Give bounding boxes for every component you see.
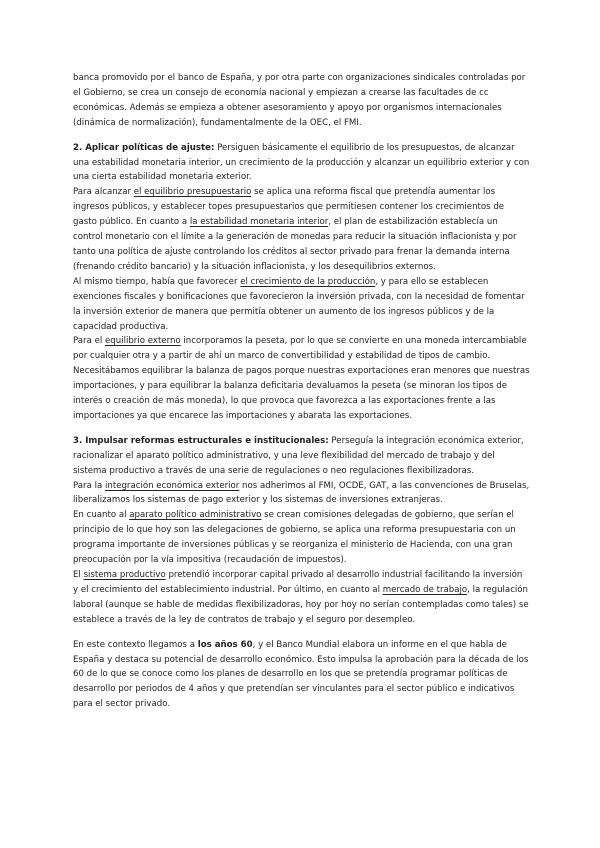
text-run: nos adherimos al FMI, OCDE, GAT, a las convenciones de Bruselas, liberalizamos los sistemas de pago exterior y los sistemas de inversiones extranjeras. <box>73 480 530 506</box>
text-run: , y el Banco Mundial elabora un informe en el que habla de España y destaca su potencial de desarrollo económico. Esto impulsa la aprobación para la década de los 60 de lo que se conoce como los planes de desarrollo en los que se pretendía programar políticas de desarrollo por periodos de 4 años y que pretendían ser vinculantes para el sector público e indicativos para el sector privado. <box>73 639 529 710</box>
section-3-lead: Perseguía la integración económica exterior, racionalizar el aparato político administrativo, y una leve flexibilidad del mercado de trabajo y del sistema productivo a través de una serie de regulaciones o neo regulaciones flexibilizadoras. <box>73 435 524 476</box>
term-crecimiento-produccion: el crecimiento de la producción <box>240 276 376 287</box>
intro-paragraph <box>73 71 530 131</box>
section-3 <box>73 434 530 628</box>
closing-text <box>73 638 530 713</box>
section-2-heading: 2. Aplicar políticas de ajuste: <box>73 142 215 153</box>
text-run: se aplica una reforma fiscal que pretendía aumentar los ingresos públicos, y establecer topes presupuestarios que permitiesen contener los crecimientos de gasto público. En cuanto a <box>73 187 505 228</box>
text-run: Para la <box>73 480 105 491</box>
text-run: En este contexto llegamos a <box>73 639 198 650</box>
section-2-paragraph-2 <box>73 275 530 335</box>
section-3-paragraph-3 <box>73 568 530 628</box>
section-3-intro <box>73 434 530 479</box>
text-run: Para el <box>73 336 105 347</box>
section-2-intro <box>73 141 530 186</box>
section-3-paragraph-1 <box>73 479 530 509</box>
highlight-anos-60: los años 60 <box>197 639 253 650</box>
text-run: se crean comisiones delegadas de gobierno, que serían el principio de lo que hoy son las delegaciones de gobierno, se aplica una reforma presupuestaria con un programa importante de inversiones públicas y se reorganiza el ministerio de Hacienda, con una gran preocupación por la vía impositiva (recaudación de impuestos). <box>73 510 516 566</box>
section-3-heading: 3. Impulsar reformas estructurales e institucionales: <box>73 435 329 446</box>
text-run: , el plan de estabilización establecía un control monetario con el límite a la generación de monedas para reducir la situación inflacionista y por tanto una política de ajuste controlando los créditos al sector privado para frenar la demanda interna (frenando crédito bancario) y la situación inflacionista, y los desequilibrios externos. <box>73 217 517 272</box>
section-3-paragraph-2 <box>73 508 530 568</box>
section-2 <box>73 141 530 424</box>
text-run: En cuanto al <box>73 510 130 521</box>
text-run: , la regulación laboral (aunque se hable de medidas flexibilizadoras, hoy por hoy no serían contempladas como tales) se establece a través de la ley de contratos de trabajo y el seguro por desempleo. <box>73 584 529 625</box>
intro-text: banca promovido por el banco de España, y por otra parte con organizaciones sindicales controladas por el Gobierno, se crea un consejo de economía nacional y empiezan a crearse las facultades de cc económicas. Además se empieza a obtener asesoramiento y apoyo por organismos internacionales (dinámica de normalización), fundamentalmente de la OEC, el FMI. <box>73 73 526 128</box>
term-equilibrio-presupuestario: el equilibrio presupuestario <box>133 187 252 198</box>
text-run: incorporamos la peseta, por lo que se convierte en una moneda intercambiable por cualquier otra y a partir de ahí un marco de convertibilidad y estabilidad de tipos de cambio. Necesitábamos equilibrar la balanza de pagos porque nuestras exportaciones eran menores que nuestras importaciones, y para equilibrar la balanza deficitaria devaluamos la peseta (se minoran los tipos de interés o creación de más moneda), lo que provoca que favorezca a las exportaciones frente a las importaciones ya que encarece las importaciones y abarata las exportaciones. <box>73 336 530 421</box>
section-2-paragraph-3 <box>73 334 530 423</box>
text-run: Para alcanzar <box>73 187 134 198</box>
term-aparato-politico-administrativo: aparato político administrativo <box>129 510 262 521</box>
text-run: El <box>73 570 84 580</box>
closing-paragraph <box>73 638 530 713</box>
term-equilibrio-externo: equilibrio externo <box>105 336 181 347</box>
text-run: Al mismo tiempo, había que favorecer <box>73 276 241 287</box>
section-2-lead: Persiguen básicamente el equilibrio de los presupuestos, de alcanzar una estabilidad monetaria interior, un crecimiento de la producción y alcanzar un equilibrio exterior y con una cierta estabilidad monetaria exterior. <box>73 142 530 183</box>
term-sistema-productivo: sistema productivo <box>83 570 166 580</box>
section-2-paragraph-1 <box>73 185 530 274</box>
term-mercado-de-trabajo: mercado de trabajo <box>382 584 468 595</box>
text-run: pretendió incorporar capital privado al desarrollo industrial facilitando la inversión y el crecimiento del establecimiento industrial. Por último, en cuanto al <box>73 570 523 595</box>
term-estabilidad-monetaria-interior: la estabilidad monetaria interior <box>189 217 329 228</box>
term-integracion-economica-exterior: integración económica exterior <box>104 480 240 491</box>
text-run: , y para ello se establecen exenciones fiscales y bonificaciones que favorecieron la inversión privada, con la necesidad de fomentar la inversión exterior de manera que permitía obtener un aumento de los ingresos públicos y de la capacidad productiva. <box>73 276 525 332</box>
